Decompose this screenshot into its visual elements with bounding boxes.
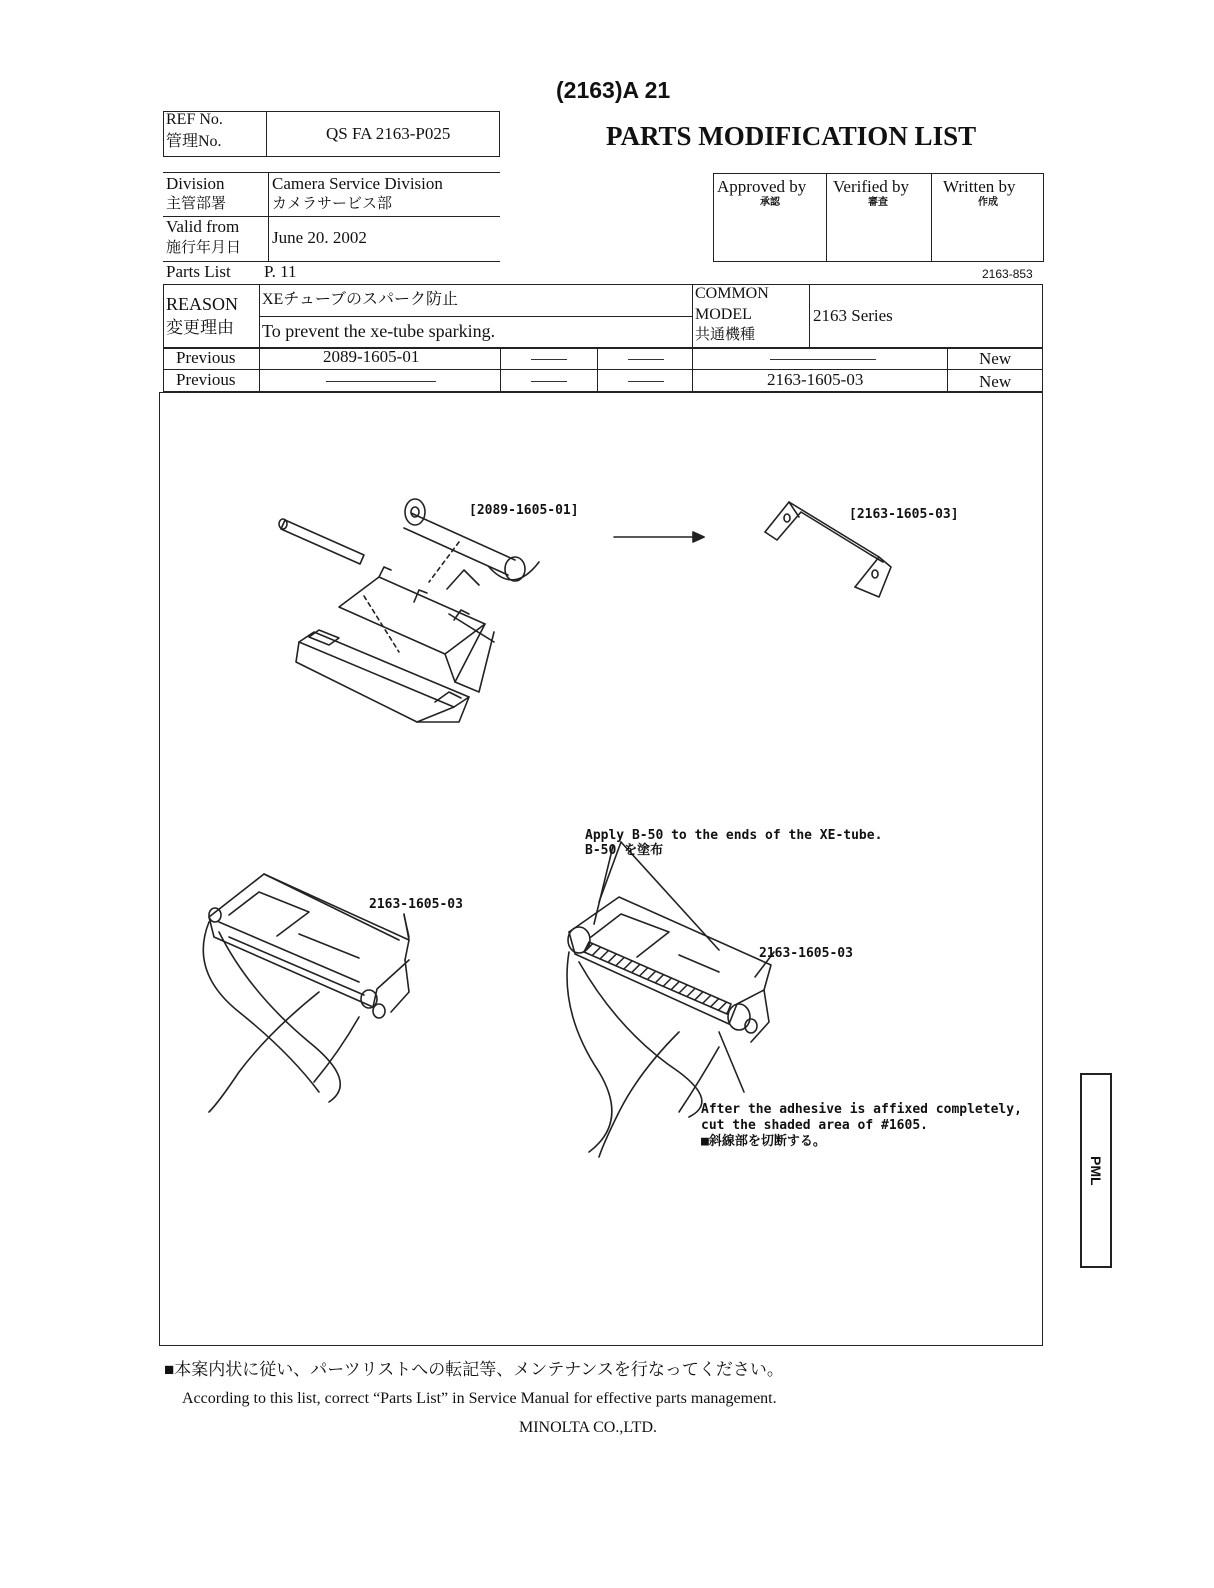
parts-list-label: Parts List <box>166 262 231 281</box>
approved-by-label: Approved by <box>717 177 807 196</box>
replacement-arrow <box>614 532 704 542</box>
row2-status-right: New <box>979 372 1012 391</box>
common-model-value: 2163 Series <box>813 306 893 325</box>
row1-status-right: New <box>979 349 1012 368</box>
footer-company: MINOLTA CO.,LTD. <box>519 1419 657 1436</box>
common-model-label-2: MODEL <box>695 306 752 323</box>
ref-label-jp: 管理No. <box>166 133 222 150</box>
common-model-label-1: COMMON <box>695 285 769 302</box>
row1-status-left: Previous <box>176 348 236 367</box>
modification-illustration <box>159 392 1043 1346</box>
old-part-exploded-view <box>279 499 539 722</box>
doc-number: 2163-853 <box>982 267 1033 281</box>
reason-text-jp: XEチューブのスパーク防止 <box>262 291 459 308</box>
division-label-jp: 主管部署 <box>166 196 227 212</box>
document-code: (2163)A 21 <box>556 77 671 103</box>
label-assy-right: 2163-1605-03 <box>759 946 853 961</box>
page-title: PARTS MODIFICATION LIST <box>606 121 977 151</box>
division-value-jp: カメラサービス部 <box>272 196 393 212</box>
note-apply-en: Apply B-50 to the ends of the XE-tube. <box>585 828 883 843</box>
verified-by-jp: 審査 <box>868 197 888 208</box>
reason-text-en: To prevent the xe-tube sparking. <box>262 321 496 341</box>
footer-note-en: According to this list, correct “Parts List” in Service Manual for effective parts management. <box>182 1390 777 1407</box>
side-tab-label: PML <box>1088 1156 1104 1186</box>
label-new-part: [2163-1605-03] <box>849 507 959 522</box>
written-by-label: Written by <box>943 177 1016 196</box>
valid-label-jp: 施行年月日 <box>166 240 242 256</box>
label-old-part: [2089-1605-01] <box>469 503 579 518</box>
note-cut-en-2: cut the shaded area of #1605. <box>701 1118 928 1133</box>
ref-value: QS FA 2163-P025 <box>326 124 451 143</box>
parts-table <box>163 348 1043 392</box>
division-label-en: Division <box>166 174 225 193</box>
note-cut-en-1: After the adhesive is affixed completely, <box>701 1102 1022 1117</box>
row2-status-left: Previous <box>176 370 236 389</box>
reason-label-en: REASON <box>166 294 239 314</box>
row2-new-part: 2163-1605-03 <box>767 370 864 389</box>
written-by-jp: 作成 <box>978 197 998 208</box>
label-assy-left: 2163-1605-03 <box>369 897 463 912</box>
approved-by-jp: 承認 <box>760 197 780 208</box>
footer-note-jp: ■本案内状に従い、パーツリストへの転記等、メンテナンスを行なってください。 <box>164 1360 784 1379</box>
division-value-en: Camera Service Division <box>272 174 443 193</box>
verified-by-label: Verified by <box>833 177 910 196</box>
valid-label-en: Valid from <box>166 217 240 236</box>
note-apply-jp: B-50 を塗布 <box>585 843 664 858</box>
ref-label-en: REF No. <box>166 111 223 128</box>
note-cut-jp: ■斜線部を切断する。 <box>701 1134 826 1149</box>
parts-list-value: P. 11 <box>264 262 297 281</box>
row1-prev-part: 2089-1605-01 <box>323 347 420 366</box>
reason-label-jp: 変更理由 <box>166 318 234 337</box>
valid-value: June 20. 2002 <box>272 228 367 247</box>
common-model-label-jp: 共通機種 <box>695 327 756 343</box>
